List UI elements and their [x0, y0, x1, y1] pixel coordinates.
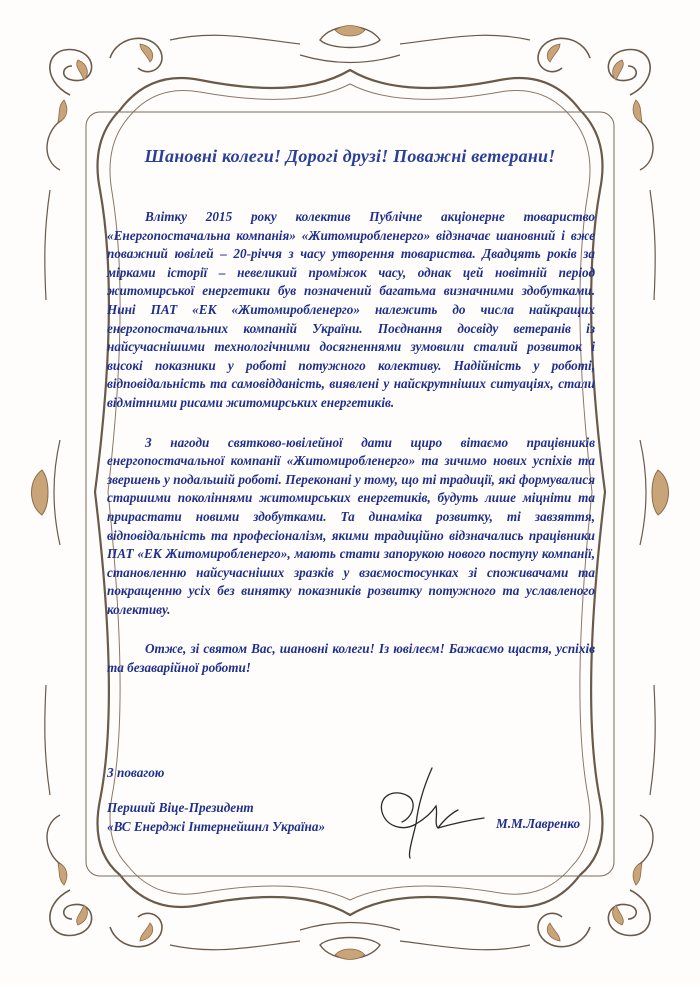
paragraph-closing-wishes: Отже, зі святом Вас, шановні колеги! Із ювілеєм! Бажаємо щастя, успіхів та безаварійної роботи! — [107, 641, 595, 676]
paragraph-congratulations: З нагоди святково-ювілейної дати щиро вітаємо працівників енергопостачальної компанії «Житомиробленерго» та зичимо нових успіхів та звершень у подальшій роботі. Переконані у тому, що ті традиції, які формувалися старшими поколіннями житомирських енергетиків, будуть лише міцніти та прирастати новими здобутками. Та динаміка розвитку, ті завзяття, відповідальність та професіоналізм, якими традиційно відзначались працівники ПАТ «ЕК Житомиробленерго», мають стати запорукою нового поступу компанії, становленню найсучасніших зразків у взаємостосунках зі споживачами та покращенню усіх без винятку показників розвитку потужного та уславленого колективу. — [107, 434, 595, 617]
handwritten-signature — [372, 762, 492, 862]
signatory-position — [107, 798, 325, 836]
letter-title: Шановні колеги! Дорогі друзі! Поважні ветерани! — [144, 146, 556, 166]
letter-body — [107, 208, 595, 694]
company-name: «ВС Енерджі Інтернейшнл Україна» — [107, 819, 326, 834]
position-title: Перший Віце-Президент — [107, 800, 254, 815]
paragraph-anniversary: Влітку 2015 року колектив Публічне акціонерне товариство «Енергопостачальна компанія» «Житомиробленерго» відзначає шановний і вже поважний ювілей – 20-річчя з часу утворення товариства. Двадцять років за мірками історії – невеликий проміжок часу, однак цей новітній період житомирської енергетики був позначений багатьма визначними здобутками. Нині ПАТ «ЕК «Житомиробленерго» належить до числа найкращих енергопостачальних компаній України. Поєднання досвіду ветеранів із найсучаснішими технологічними досягненнями зумовили сталий розвиток і високі показники у роботі потужного колективу. Надійність у роботі, відповідальність та самовідданість, виявлені у найскрутніших ситуаціях, стали відмітними рисами житомирських енергетиків. — [107, 209, 595, 410]
regards-line: З повагою — [107, 765, 165, 780]
signatory-name: М.М.Лавренко — [496, 816, 581, 831]
